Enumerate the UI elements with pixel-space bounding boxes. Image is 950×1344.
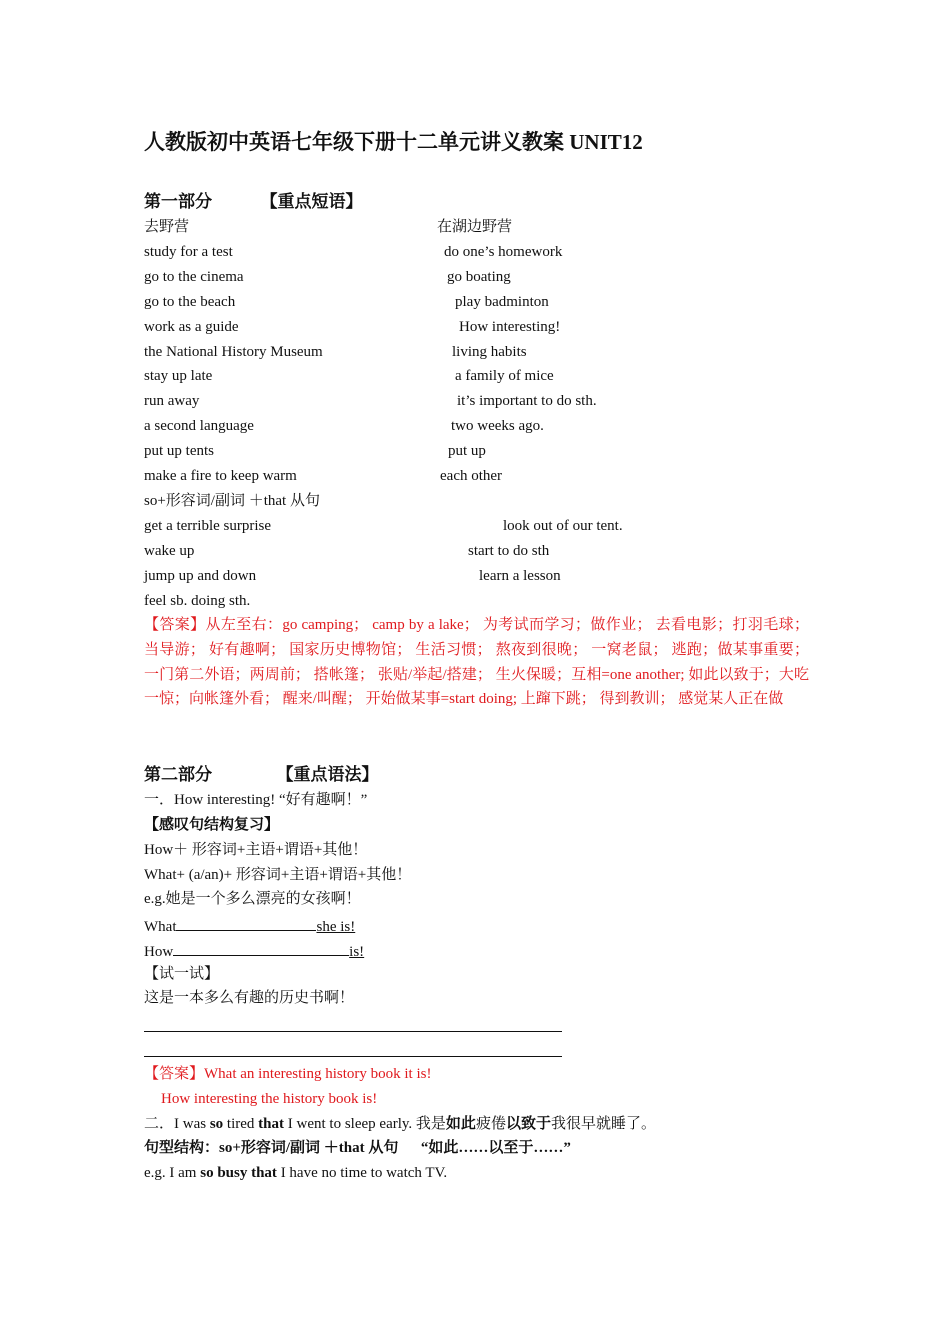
item2-cn-mid: 疲倦 [475, 1116, 506, 1132]
how-blank-start: How [144, 944, 174, 960]
phrase-right: go boating [447, 268, 511, 285]
part1-answer: 【答案】从左至右：go camping； camp by a lake； 为考试而学习；做作业； 去看电影；打羽毛球； 当导游； 好有趣啊； 国家历史博物馆； 生活习惯； 熬夜到很晚； 一窝老鼠； 逃跑；做某事重要；一门第二外语；两周前； 搭帐篷； 张贴/举起/搭建； 生火保暖；互相=one another; 如此以致于；大吃一惊；向帐篷外看； 醒来/叫醒； 开始做某事=start doing; 上蹿下跳； 得到教训； 感觉某人正在做 [144, 617, 809, 708]
phrase-right: living habits [452, 343, 527, 360]
eg2-rest: I have no time to watch TV. [276, 1165, 448, 1181]
phrase-right: 在湖边野营 [437, 219, 513, 235]
answer-line-1[interactable] [144, 1031, 562, 1032]
part1-heading [144, 192, 363, 212]
try-answer-2: How interesting the history book is! [161, 1091, 378, 1107]
phrase-left: work as a guide [144, 318, 239, 335]
phrase-left: go to the cinema [144, 268, 244, 285]
phrase-left: wake up [144, 542, 195, 559]
phrase-right: learn a lesson [479, 567, 561, 584]
phrase-left: study for a test [144, 243, 233, 260]
item2-cn-end: 我很早就睡了。 [550, 1116, 656, 1132]
try-heading: 【试一试】 [144, 966, 220, 982]
item2-cn-bold2: 以致于 [505, 1116, 551, 1132]
phrase-left: the National History Museum [144, 343, 323, 360]
phrase-left: go to the beach [144, 293, 236, 310]
phrase-left: so+形容词/副词 ＋that 从句 [144, 492, 320, 509]
phrase-left: run away [144, 393, 200, 410]
phrase-left: feel sb. doing sth. [144, 592, 251, 609]
phrase-right: start to do sth [468, 542, 550, 559]
part2-heading [144, 765, 379, 785]
try-answer-1 [144, 1064, 431, 1084]
phrase-left: 去野营 [144, 219, 190, 235]
phrase-left: jump up and down [144, 567, 257, 584]
phrase-right: put up [448, 443, 486, 460]
how-blank-end: is! [349, 944, 365, 960]
how-structure: How＋ 形容词+主语+谓语+其他！ [144, 842, 368, 858]
try-answer-label: 【答案】 [144, 1066, 205, 1082]
document-title: 人教版初中英语七年级下册十二单元讲义教案 UNIT12 [144, 130, 643, 154]
eg2-bold: so busy that [200, 1165, 277, 1181]
try-sentence: 这是一本多么有趣的历史书啊！ [144, 990, 355, 1006]
phrase-left: get a terrible surprise [144, 517, 272, 534]
phrase-right: it’s important to do sth. [457, 393, 597, 410]
part1-heading-topic: 【重点短语】 [260, 192, 363, 211]
phrase-left: make a fire to keep warm [144, 468, 297, 484]
phrase-left: put up tents [144, 443, 214, 460]
how-blank[interactable] [173, 939, 349, 956]
what-blank-end: she is! [316, 919, 356, 935]
how-blank-line [144, 939, 364, 962]
what-structure: What+ (a/an)+ 形容词+主语+谓语+其他！ [144, 867, 412, 883]
what-blank[interactable] [176, 914, 316, 931]
review-heading: 【感叹句结构复习】 [144, 817, 280, 833]
what-blank-start: What [144, 919, 177, 935]
phrase-right: a family of mice [455, 368, 554, 385]
item2-mid: tired [223, 1116, 259, 1132]
phrase-right: do one’s homework [444, 243, 563, 260]
part2-heading-topic: 【重点语法】 [276, 765, 379, 784]
try-answer-text-1: What an interesting history book it is! [204, 1066, 432, 1082]
item2-prefix: 二．I was [144, 1116, 210, 1132]
part1-heading-label: 第一部分 [144, 192, 212, 211]
eg2-prefix: e.g. I am [144, 1165, 201, 1181]
item2-rest: I went to sleep early. 我是 [284, 1116, 446, 1132]
phrase-right: look out of our tent. [503, 517, 623, 534]
item2-that: that [258, 1116, 285, 1132]
grammar-item-2 [144, 1114, 656, 1134]
phrase-right: How interesting! [459, 318, 561, 335]
phrase-left: stay up late [144, 368, 213, 385]
example-2 [144, 1163, 447, 1183]
phrase-right: two weeks ago. [451, 418, 544, 435]
sentence-structure: 句型结构：so+形容词/副词 ＋that 从句 “如此……以至于……” [144, 1140, 571, 1156]
part2-heading-label: 第二部分 [144, 765, 212, 784]
phrase-left: a second language [144, 418, 254, 435]
what-blank-line [144, 914, 355, 937]
example-sentence: e.g.她是一个多么漂亮的女孩啊！ [144, 891, 361, 907]
phrase-right: each other [440, 468, 503, 484]
item2-cn-bold1: 如此 [445, 1116, 476, 1132]
answer-line-2[interactable] [144, 1056, 562, 1057]
grammar-item-1: 一．How interesting! “好有趣啊！” [144, 792, 368, 808]
phrase-right: play badminton [455, 293, 549, 310]
item2-so: so [209, 1116, 224, 1132]
